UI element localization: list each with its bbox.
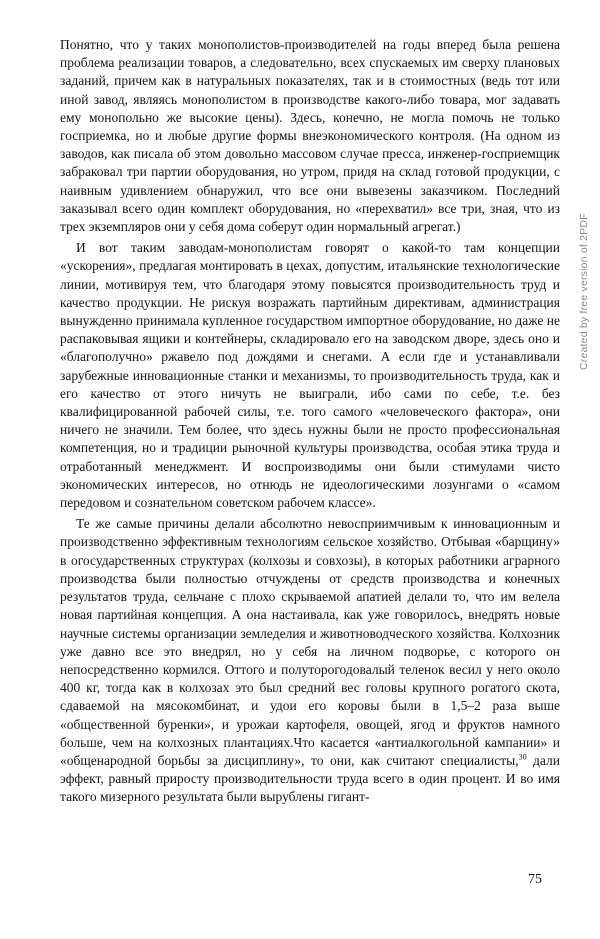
paragraph-2: И вот таким заводам-монополистам говорят о какой-то там концепции «ускорения», предлагая монтировать в цехах, допустим, итальянские технологические линии, мотивируя тем, что благодаря этому повысятся производительность труд и качество продукции. Не рискуя возражать партийным директивам, администрация вынужденно принимала купленное государством импортное оборудование, но даже не распаковывая ящики и контейнеры, складировало его на заводском дворе, здесь оно и «благополучно» ржавело под дождями и снегами. А если где и устанавливали зарубежные инновационные станки и механизмы, то производительность труда, как и его качество от этого ничуть не выиграли, ибо сами по себе, т.е. без квалифицированной рабочей силы, т.е. того самого «человеческого фактора», они ничего не значили. Тем более, что здесь нужны были не просто профессиональная компетенция, но и традиции рыночной культуры производства, особая этика труда и отработанный менеджмент. И воспроизводимы они были стимулами чисто экономических интересов, но отнюдь не идеологическими лозунгами о «самом передовом и сознательном советском рабочем классе». [60,240,560,511]
paragraph-3 [60,515,560,806]
footnote-reference: 30 [518,752,527,762]
pdf-watermark: Created by free version of 2PDF [578,213,590,370]
page-body [60,36,560,810]
paragraph-3-text: Те же самые причины делали абсолютно невосприимчивым к инновационным и производственно эффективным технологиям сельское хозяйство. Отбывая «барщину» в огосударственных структурах (колхозы и совхозы), в которых работники аграрного производства были полностью отчуждены от средств производства и конечных результатов труда, сельчане с плохо скрываемой апатией делали то, что им велела новая партийная концепция. А она настаивала, как уже говорилось, внедрять новые научные системы организации земледелия и животноводческого хозяйства. Колхозник уже давно все это внедрял, но у себя на личном подворье, с которого он непосредственно кормился. Оттого и полуторогодовалый теленок весил у него около 400 кг, тогда как в колхозах это был средний вес головы крупного рогатого скота, сдаваемой на мясокомбинат, и удои его коровы были в 1,5–2 раза выше «общественной буренки», и урожаи картофеля, овощей, ягод и фруктов намного больше, чем на колхозных плантациях.Что касается «антиалкогольной кампании» и «общенародной борьбы за дисциплину», то они, как считают специалисты, [60,516,560,768]
paragraph-1: Понятно, что у таких монополистов-производителей на годы вперед была решена проблема реализации товаров, а следовательно, всех спускаемых им сверху плановых заданий, причем как в натуральных показателях, так и в стоимостных (ведь тот или иной завод, являясь монополистом в производстве какого-либо товара, мог задавать ему монопольно же высокие цены). Здесь, конечно, не могла помочь не только госприемка, но и любые другие формы внеэкономического контроля. (На одном из заводов, как писала об этом довольно массовом случае пресса, инженер-госприемщик забраковал три партии оборудования, но утром, придя на склад готовой продукции, с наивным удивлением обнаружил, что все они вывезены заказчиком. Последний заказывал всего один комплект оборудования, но «перехватил» все три, зная, что из трех экземпляров они у себя дома соберут один нормальный агрегат.) [60,37,560,235]
page-number: 75 [528,872,542,887]
paragraph-3-continuation: дали эффект, равный приросту производительности труда всего в один процент. И во имя такого мизерного результата были вырублены гигант- [60,752,560,805]
